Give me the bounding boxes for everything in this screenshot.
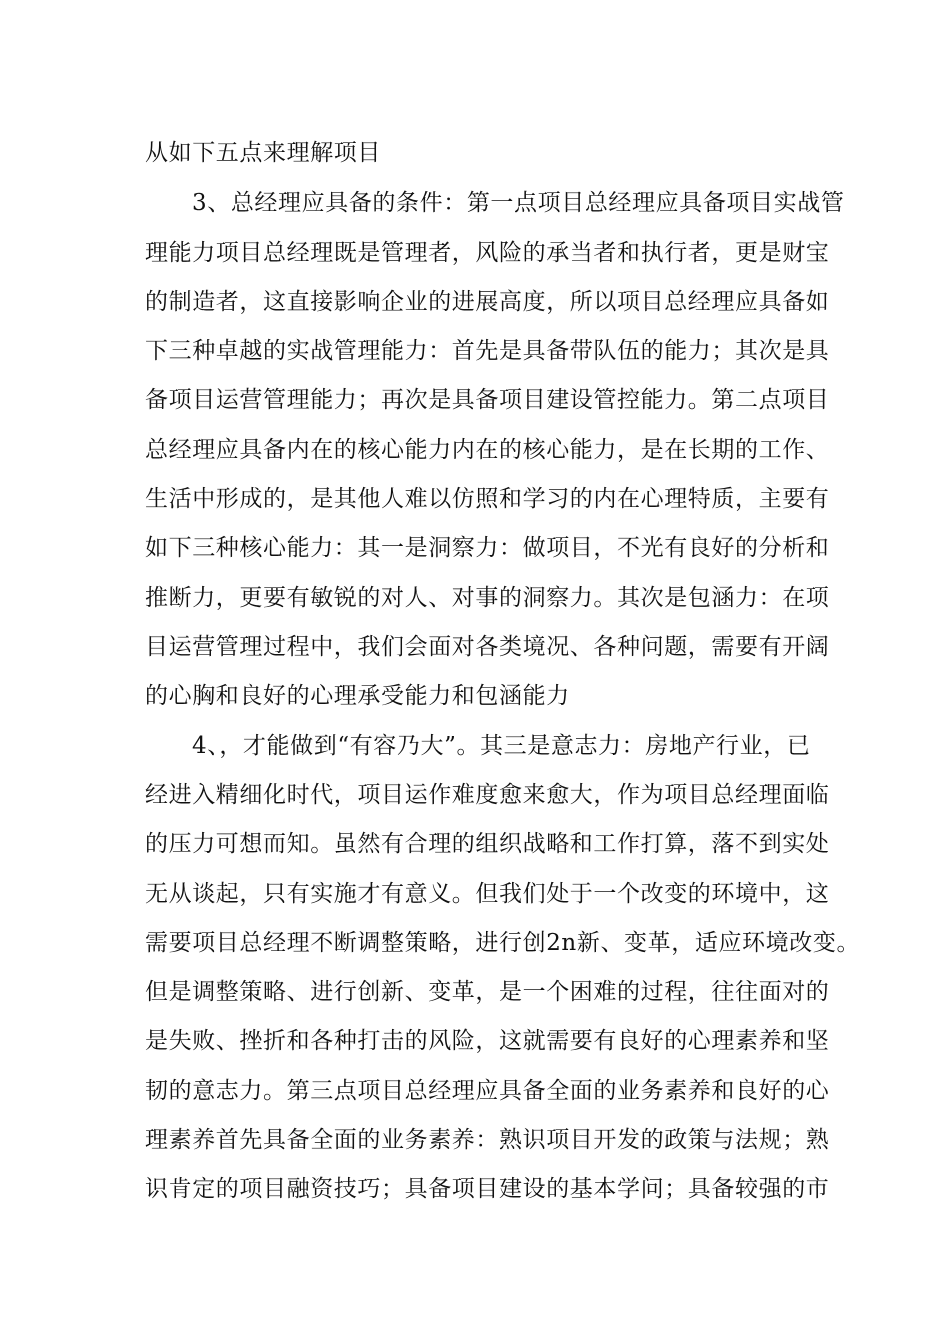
text-line: 生活中形成的，是其他人难以仿照和学习的内在心理特质，主要有: [145, 486, 830, 512]
text-line: 韧的意志力。第三点项目总经理应具备全面的业务素养和良好的心: [145, 1078, 830, 1104]
paragraph-start-line: 4、，才能做到“有容乃大”。其三是意志力：房地产行业，已: [192, 733, 811, 759]
text-line: 下三种卓越的实战管理能力：首先是具备带队伍的能力；其次是具: [145, 338, 830, 364]
text-line: 总经理应具备内在的核心能力内在的核心能力，是在长期的工作、: [145, 437, 830, 463]
text-line: 的心胸和良好的心理承受能力和包涵能力: [145, 683, 570, 709]
text-line: 的压力可想而知。虽然有合理的组织战略和工作打算，落不到实处: [145, 831, 830, 857]
text-line: 备项目运营管理能力；再次是具备项目建设管控能力。第二点项目: [145, 387, 830, 413]
text-line: 从如下五点来理解项目: [145, 140, 381, 166]
text-line: 推断力，更要有敏锐的对人、对事的洞察力。其次是包涵力：在项: [145, 585, 830, 611]
text-line: 经进入精细化时代，项目运作难度愈来愈大，作为项目总经理面临: [145, 782, 830, 808]
text-line: 理素养首先具备全面的业务素养：熟识项目开发的政策与法规；熟: [145, 1127, 830, 1153]
text-line: 如下三种核心能力：其一是洞察力：做项目，不光有良好的分析和: [145, 535, 830, 561]
text-line: 识肯定的项目融资技巧；具备项目建设的基本学问；具备较强的市: [145, 1176, 830, 1202]
text-line: 需要项目总经理不断调整策略，进行创2n新、变革，适应环境改变。: [145, 930, 861, 956]
text-line: 是失败、挫折和各种打击的风险，这就需要有良好的心理素养和坚: [145, 1028, 830, 1054]
text-line: 的制造者，这直接影响企业的进展高度，所以项目总经理应具备如: [145, 289, 830, 315]
text-line: 目运营管理过程中，我们会面对各类境况、各种问题，需要有开阔: [145, 634, 830, 660]
text-line: 理能力项目总经理既是管理者，风险的承当者和执行者，更是财宝: [145, 240, 830, 266]
paragraph-start-line: 3、总经理应具备的条件：第一点项目总经理应具备项目实战管: [192, 190, 845, 216]
text-line: 无从谈起，只有实施才有意义。但我们处于一个改变的环境中，这: [145, 881, 830, 907]
text-line: 但是调整策略、进行创新、变革，是一个困难的过程，往往面对的: [145, 979, 830, 1005]
